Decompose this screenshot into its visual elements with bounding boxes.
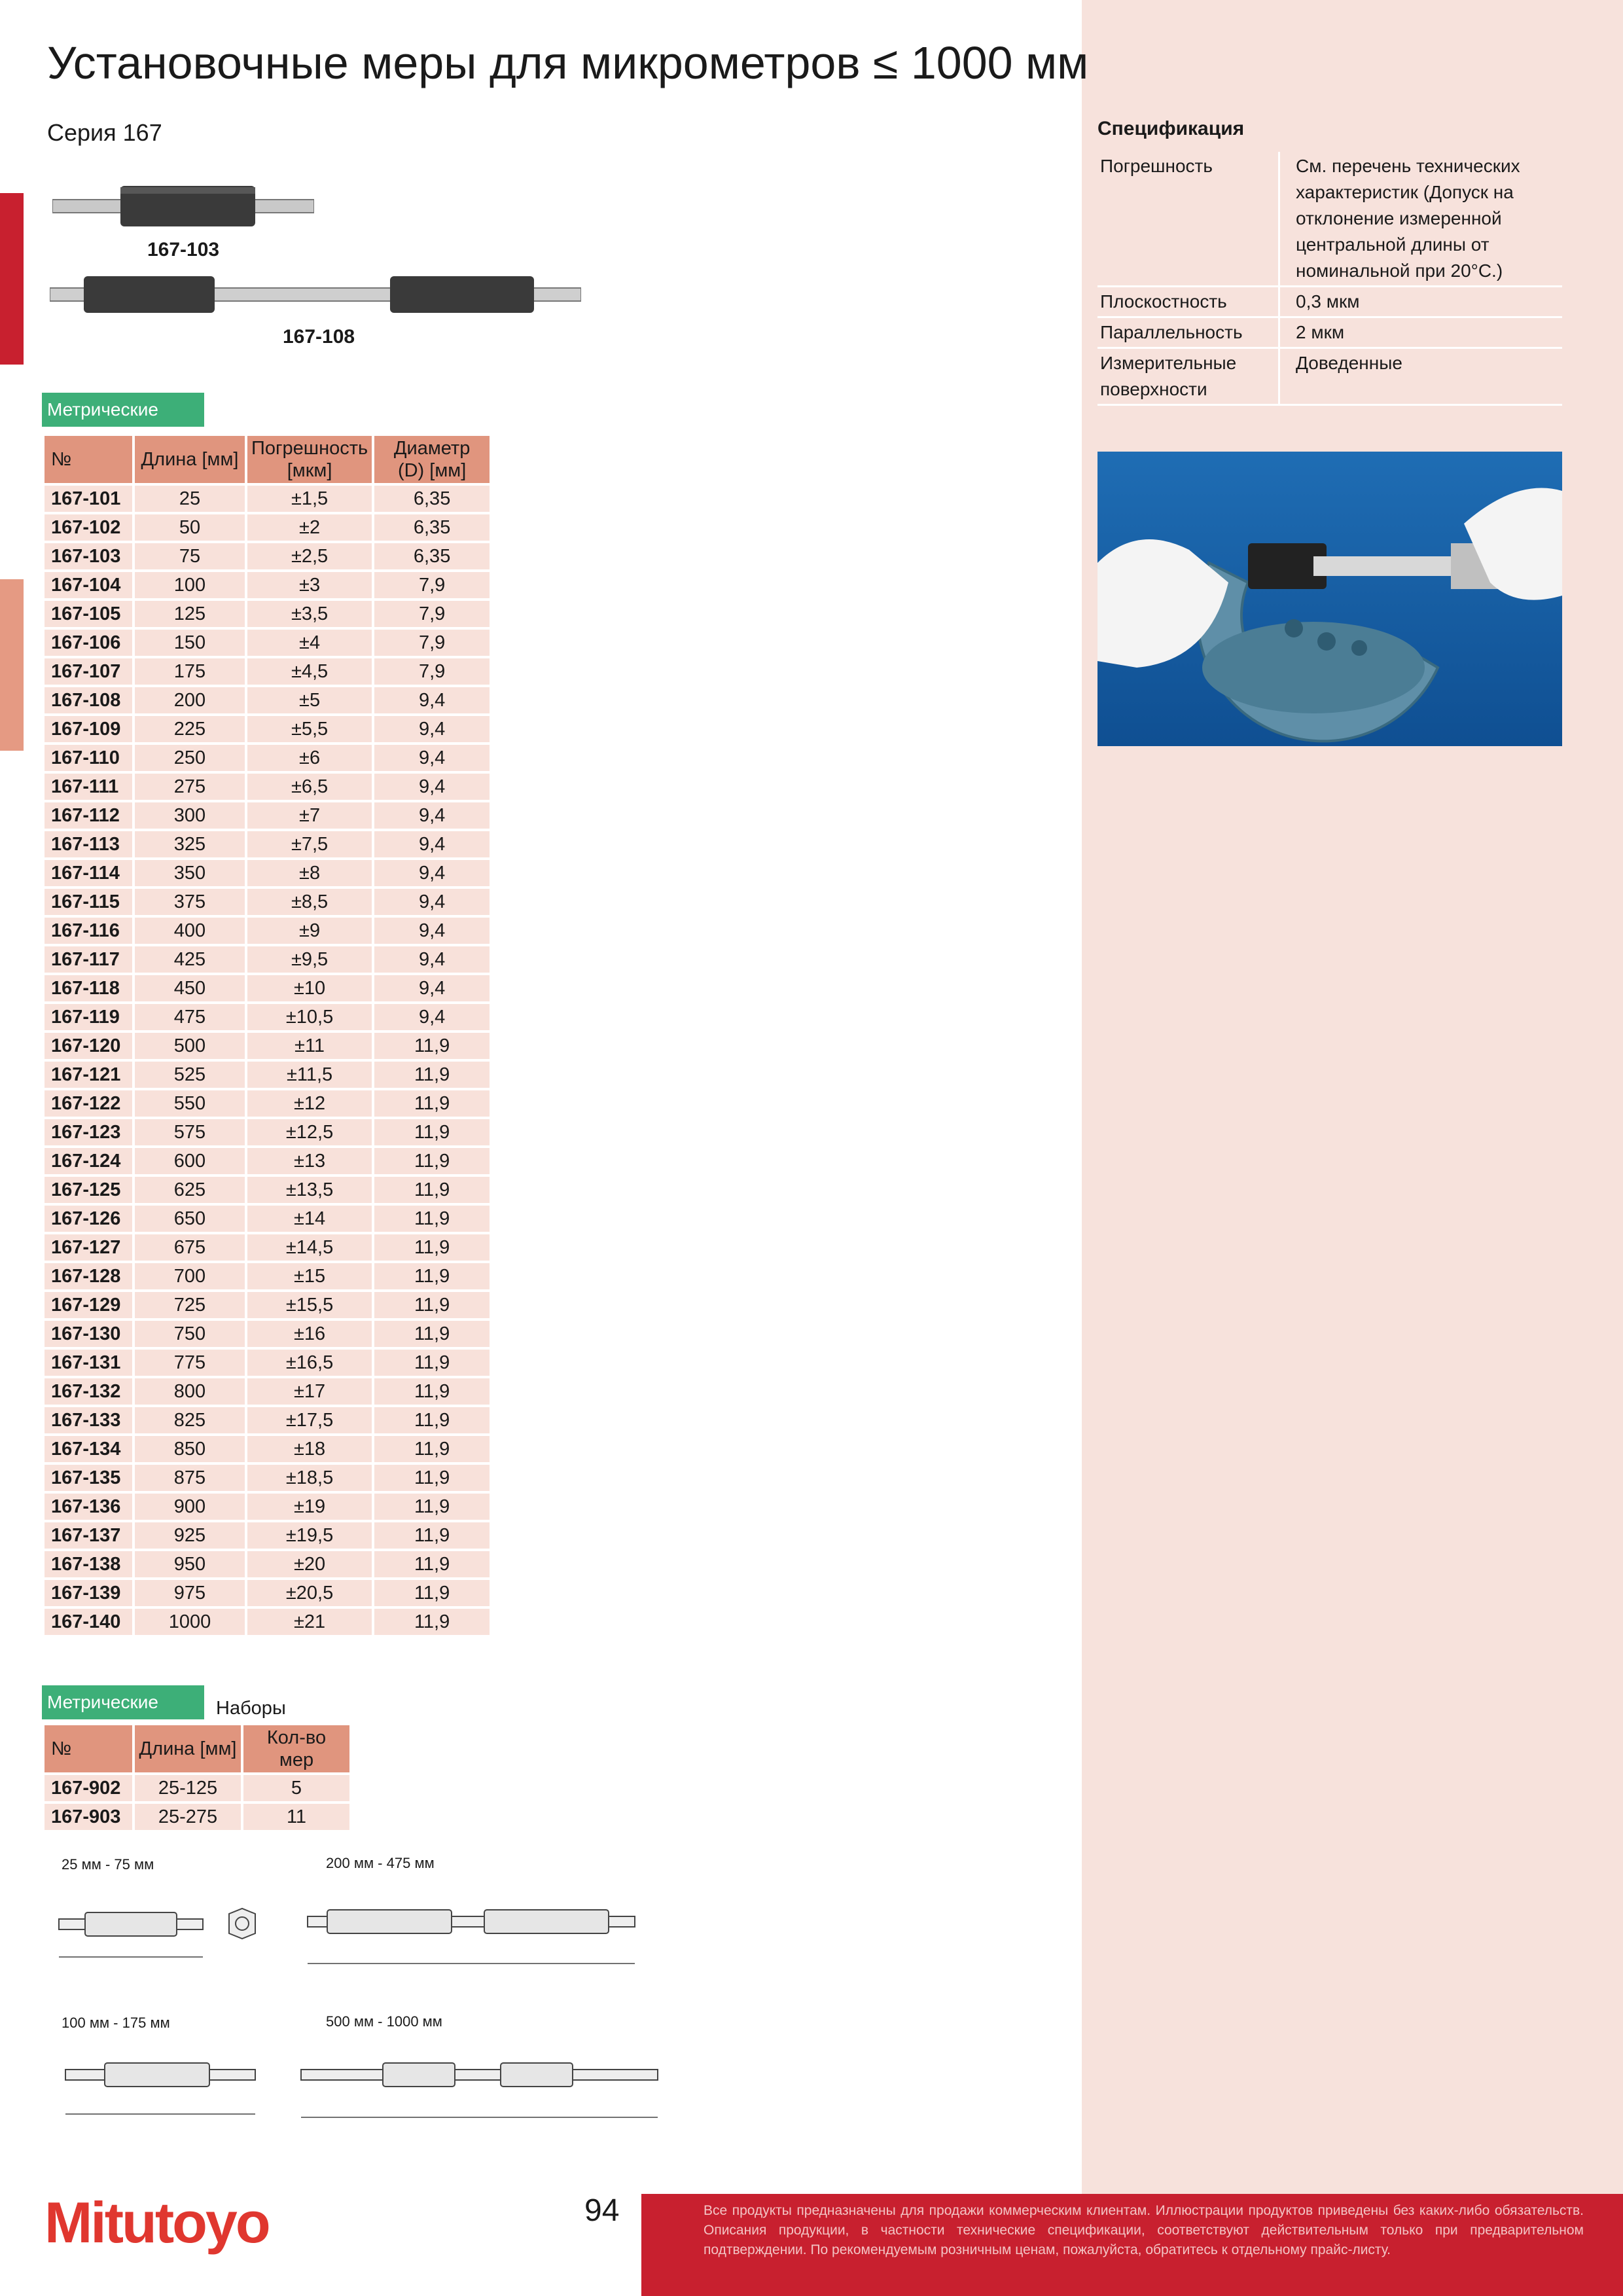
table-cell: 167-131 [45,1350,132,1376]
table-cell: 6,35 [374,543,490,569]
spec-key: Измерительные поверхности [1097,348,1279,405]
table-cell: ±14,5 [247,1234,372,1261]
table-row [45,860,490,886]
table-row [45,774,490,800]
table-cell: ±15,5 [247,1292,372,1318]
table-cell: 7,9 [374,601,490,627]
table-cell: 9,4 [374,716,490,742]
table-row [45,1465,490,1491]
table-cell: ±10 [247,975,372,1001]
series-label: Серия 167 [47,119,162,146]
table-row [45,1062,490,1088]
spec-key: Плоскостность [1097,287,1279,317]
table-cell: 600 [135,1148,245,1174]
table-cell: ±5,5 [247,716,372,742]
table-cell: 167-111 [45,774,132,800]
main-table-header [45,436,490,483]
sets-header-number: № [45,1725,132,1772]
spec-key: Погрешность [1097,152,1279,287]
table-row [45,1609,490,1635]
table-cell: 9,4 [374,889,490,915]
page-title: Установочные меры для микрометров ≤ 1000 мм [47,37,1089,88]
table-cell: 11,9 [374,1263,490,1289]
table-cell: 167-117 [45,946,132,973]
table-cell: ±6,5 [247,774,372,800]
table-cell: 400 [135,918,245,944]
table-cell: 9,4 [374,860,490,886]
table-cell: 167-139 [45,1580,132,1606]
mitutoyo-logo: Mitutoyo [45,2190,269,2255]
table-row [45,1090,490,1117]
table-cell: 11,9 [374,1119,490,1145]
table-cell: 425 [135,946,245,973]
table-cell: 7,9 [374,658,490,685]
table-cell: 167-903 [45,1804,132,1830]
table-cell: ±15 [247,1263,372,1289]
table-cell: 11,9 [374,1494,490,1520]
footer-disclaimer: Все продукты предназначены для продажи коммерческим клиентам. Иллюстрации продуктов приведены без каких-либо обязательств. Описания продукции, в частности технические спецификации, соответствуют действительным только при предварительном подтверждении. По рекомендуемым розничным ценам, пожалуйста, обратитесь к отдельному прайс-листу. [704,2203,1584,2257]
table-cell: ±21 [247,1609,372,1635]
table-cell: 11,9 [374,1234,490,1261]
table-cell: ±18 [247,1436,372,1462]
table-cell: 11,9 [374,1292,490,1318]
table-cell: 500 [135,1033,245,1059]
drawing-label-4: 500 мм - 1000 мм [326,2013,442,2030]
sets-table [42,1723,352,1833]
table-row [45,1775,349,1801]
table-cell: 11,9 [374,1033,490,1059]
table-cell: ±7 [247,802,372,829]
table-cell: 167-116 [45,918,132,944]
table-cell: 167-107 [45,658,132,685]
table-cell: 11,9 [374,1551,490,1577]
table-cell: 167-101 [45,486,132,512]
table-cell: 9,4 [374,687,490,713]
table-row [45,1804,349,1830]
spec-title: Спецификация [1097,118,1245,139]
table-cell: 11 [243,1804,349,1830]
table-cell: 11,9 [374,1350,490,1376]
micrometer-photo [1097,452,1562,746]
table-cell: 167-902 [45,1775,132,1801]
table-row [45,918,490,944]
table-cell: 50 [135,514,245,541]
table-row [45,630,490,656]
table-cell: 650 [135,1206,245,1232]
table-cell: ±10,5 [247,1004,372,1030]
table-cell: 325 [135,831,245,857]
table-cell: ±11 [247,1033,372,1059]
table-cell: 167-103 [45,543,132,569]
table-cell: ±8 [247,860,372,886]
table-cell: 850 [135,1436,245,1462]
table-row [45,716,490,742]
table-row [45,1551,490,1577]
table-row [45,1004,490,1030]
table-cell: 11,9 [374,1321,490,1347]
header-diameter: Диаметр (D) [мм] [374,436,490,483]
table-cell: ±9,5 [247,946,372,973]
table-row [45,486,490,512]
table-cell: ±18,5 [247,1465,372,1491]
table-cell: 9,4 [374,946,490,973]
drawing-label-2: 200 мм - 475 мм [326,1855,435,1871]
table-row [45,1580,490,1606]
table-cell: 6,35 [374,514,490,541]
table-cell: 167-129 [45,1292,132,1318]
table-cell: 200 [135,687,245,713]
table-cell: 167-123 [45,1119,132,1145]
table-cell: 167-137 [45,1522,132,1549]
table-cell: 167-120 [45,1033,132,1059]
table-cell: 167-121 [45,1062,132,1088]
table-row [45,802,490,829]
table-cell: 6,35 [374,486,490,512]
table-cell: ±13 [247,1148,372,1174]
table-cell: 175 [135,658,245,685]
table-cell: 800 [135,1378,245,1405]
side-tab-red [0,193,24,365]
table-cell: 9,4 [374,1004,490,1030]
table-cell: 750 [135,1321,245,1347]
table-cell: 150 [135,630,245,656]
table-cell: 75 [135,543,245,569]
table-cell: 11,9 [374,1148,490,1174]
table-row [45,1436,490,1462]
table-cell: 300 [135,802,245,829]
table-cell: 975 [135,1580,245,1606]
table-cell: 167-126 [45,1206,132,1232]
table-cell: 475 [135,1004,245,1030]
table-row [45,1206,490,1232]
table-cell: 25 [135,486,245,512]
spec-value: 2 мкм [1279,317,1563,348]
table-cell: 275 [135,774,245,800]
table-cell: 167-134 [45,1436,132,1462]
table-cell: 225 [135,716,245,742]
table-row [45,1148,490,1174]
table-cell: 167-133 [45,1407,132,1433]
table-cell: 11,9 [374,1407,490,1433]
table-cell: 11,9 [374,1177,490,1203]
table-cell: 167-138 [45,1551,132,1577]
table-cell: 11,9 [374,1062,490,1088]
header-tolerance: Погрешность [мкм] [247,436,372,483]
table-cell: ±12 [247,1090,372,1117]
spec-key: Параллельность [1097,317,1279,348]
table-cell: 167-130 [45,1321,132,1347]
table-cell: 825 [135,1407,245,1433]
table-cell: 11,9 [374,1436,490,1462]
table-cell: 875 [135,1465,245,1491]
table-cell: 11,9 [374,1090,490,1117]
table-cell: 7,9 [374,630,490,656]
table-cell: ±9 [247,918,372,944]
table-cell: 167-112 [45,802,132,829]
table-cell: ±8,5 [247,889,372,915]
sets-header-length: Длина [мм] [135,1725,241,1772]
table-row [45,1522,490,1549]
drawing-label-1: 25 мм - 75 мм [62,1856,154,1873]
main-table [42,433,492,1638]
table-cell: 167-140 [45,1609,132,1635]
table-cell: 950 [135,1551,245,1577]
table-cell: 450 [135,975,245,1001]
sets-label: Наборы [216,1698,286,1719]
metric-badge-sets: Метрические [42,1685,204,1719]
table-cell: 5 [243,1775,349,1801]
drawing-label-3: 100 мм - 175 мм [62,2015,170,2031]
table-cell: ±4 [247,630,372,656]
table-cell: 525 [135,1062,245,1088]
table-cell: ±1,5 [247,486,372,512]
spec-value: Доведенные [1279,348,1563,405]
sets-table-header [45,1725,349,1772]
table-cell: ±17 [247,1378,372,1405]
drawing-500-1000 [298,2049,664,2134]
table-row [45,1234,490,1261]
setting-standard-rod-long [50,275,581,314]
table-cell: 9,4 [374,774,490,800]
table-row [45,543,490,569]
table-row [45,658,490,685]
table-cell: ±16,5 [247,1350,372,1376]
spec-row [1097,348,1562,405]
metric-badge: Метрические [42,393,204,427]
table-cell: 9,4 [374,802,490,829]
table-cell: ±7,5 [247,831,372,857]
table-row [45,889,490,915]
table-cell: 167-115 [45,889,132,915]
table-cell: 167-109 [45,716,132,742]
table-cell: ±16 [247,1321,372,1347]
table-row [45,1292,490,1318]
table-cell: ±3,5 [247,601,372,627]
table-cell: ±17,5 [247,1407,372,1433]
table-cell: 550 [135,1090,245,1117]
table-cell: 9,4 [374,831,490,857]
table-cell: 167-114 [45,860,132,886]
spec-value: 0,3 мкм [1279,287,1563,317]
table-cell: ±19,5 [247,1522,372,1549]
table-cell: 167-104 [45,572,132,598]
sets-header-count: Кол-во мер [243,1725,349,1772]
spec-value: См. перечень технических характеристик (Допуск на отклонение измеренной центральной длины от номинальной при 20°C.) [1279,152,1563,287]
table-cell: 167-106 [45,630,132,656]
header-number: № [45,436,132,483]
table-row [45,687,490,713]
table-cell: ±20 [247,1551,372,1577]
table-cell: 167-127 [45,1234,132,1261]
table-row [45,1119,490,1145]
table-cell: 9,4 [374,745,490,771]
table-cell: 167-119 [45,1004,132,1030]
table-row [45,601,490,627]
table-cell: 11,9 [374,1609,490,1635]
header-length: Длина [мм] [135,436,245,483]
table-cell: 1000 [135,1609,245,1635]
table-row [45,1378,490,1405]
table-cell: 350 [135,860,245,886]
table-cell: 11,9 [374,1378,490,1405]
table-cell: 25-275 [135,1804,241,1830]
table-cell: 167-132 [45,1378,132,1405]
table-cell: 167-124 [45,1148,132,1174]
setting-standard-rod-short [52,183,314,229]
rod-caption-short: 167-103 [147,239,220,260]
table-row [45,1321,490,1347]
table-cell: 167-125 [45,1177,132,1203]
table-cell: ±13,5 [247,1177,372,1203]
table-cell: 9,4 [374,975,490,1001]
table-cell: ±4,5 [247,658,372,685]
table-cell: ±6 [247,745,372,771]
table-row [45,975,490,1001]
table-cell: ±20,5 [247,1580,372,1606]
table-cell: 167-113 [45,831,132,857]
table-row [45,745,490,771]
table-cell: 100 [135,572,245,598]
table-cell: 167-110 [45,745,132,771]
table-cell: 925 [135,1522,245,1549]
table-cell: ±3 [247,572,372,598]
table-cell: 625 [135,1177,245,1203]
table-row [45,1494,490,1520]
table-cell: ±14 [247,1206,372,1232]
table-cell: 167-108 [45,687,132,713]
spec-row [1097,317,1562,348]
table-cell: 725 [135,1292,245,1318]
table-cell: 167-118 [45,975,132,1001]
table-cell: 7,9 [374,572,490,598]
table-cell: ±2 [247,514,372,541]
table-row [45,514,490,541]
table-cell: 167-128 [45,1263,132,1289]
table-cell: 167-105 [45,601,132,627]
table-cell: 125 [135,601,245,627]
table-cell: 11,9 [374,1522,490,1549]
table-row [45,572,490,598]
table-cell: ±2,5 [247,543,372,569]
table-cell: ±5 [247,687,372,713]
rod-caption-long: 167-108 [283,326,355,348]
table-cell: 675 [135,1234,245,1261]
table-cell: 9,4 [374,918,490,944]
table-cell: ±12,5 [247,1119,372,1145]
table-cell: 167-135 [45,1465,132,1491]
drawing-25-75 [46,1892,268,1977]
table-row [45,1177,490,1203]
table-cell: 11,9 [374,1580,490,1606]
table-cell: 375 [135,889,245,915]
table-row [45,1407,490,1433]
page-number: 94 [584,2193,620,2228]
table-cell: 900 [135,1494,245,1520]
side-tab-salmon [0,579,24,751]
spec-row [1097,287,1562,317]
spec-table [1097,152,1562,406]
table-cell: 250 [135,745,245,771]
table-cell: 11,9 [374,1465,490,1491]
table-cell: 167-102 [45,514,132,541]
drawing-200-475 [301,1892,641,1977]
table-cell: 11,9 [374,1206,490,1232]
table-row [45,1263,490,1289]
table-row [45,946,490,973]
table-row [45,1350,490,1376]
table-cell: 167-136 [45,1494,132,1520]
table-cell: 575 [135,1119,245,1145]
table-cell: 775 [135,1350,245,1376]
drawing-100-175 [52,2049,268,2134]
spec-row [1097,152,1562,287]
table-cell: 167-122 [45,1090,132,1117]
table-cell: 25-125 [135,1775,241,1801]
table-cell: ±19 [247,1494,372,1520]
table-row [45,1033,490,1059]
table-row [45,831,490,857]
table-cell: ±11,5 [247,1062,372,1088]
table-cell: 700 [135,1263,245,1289]
